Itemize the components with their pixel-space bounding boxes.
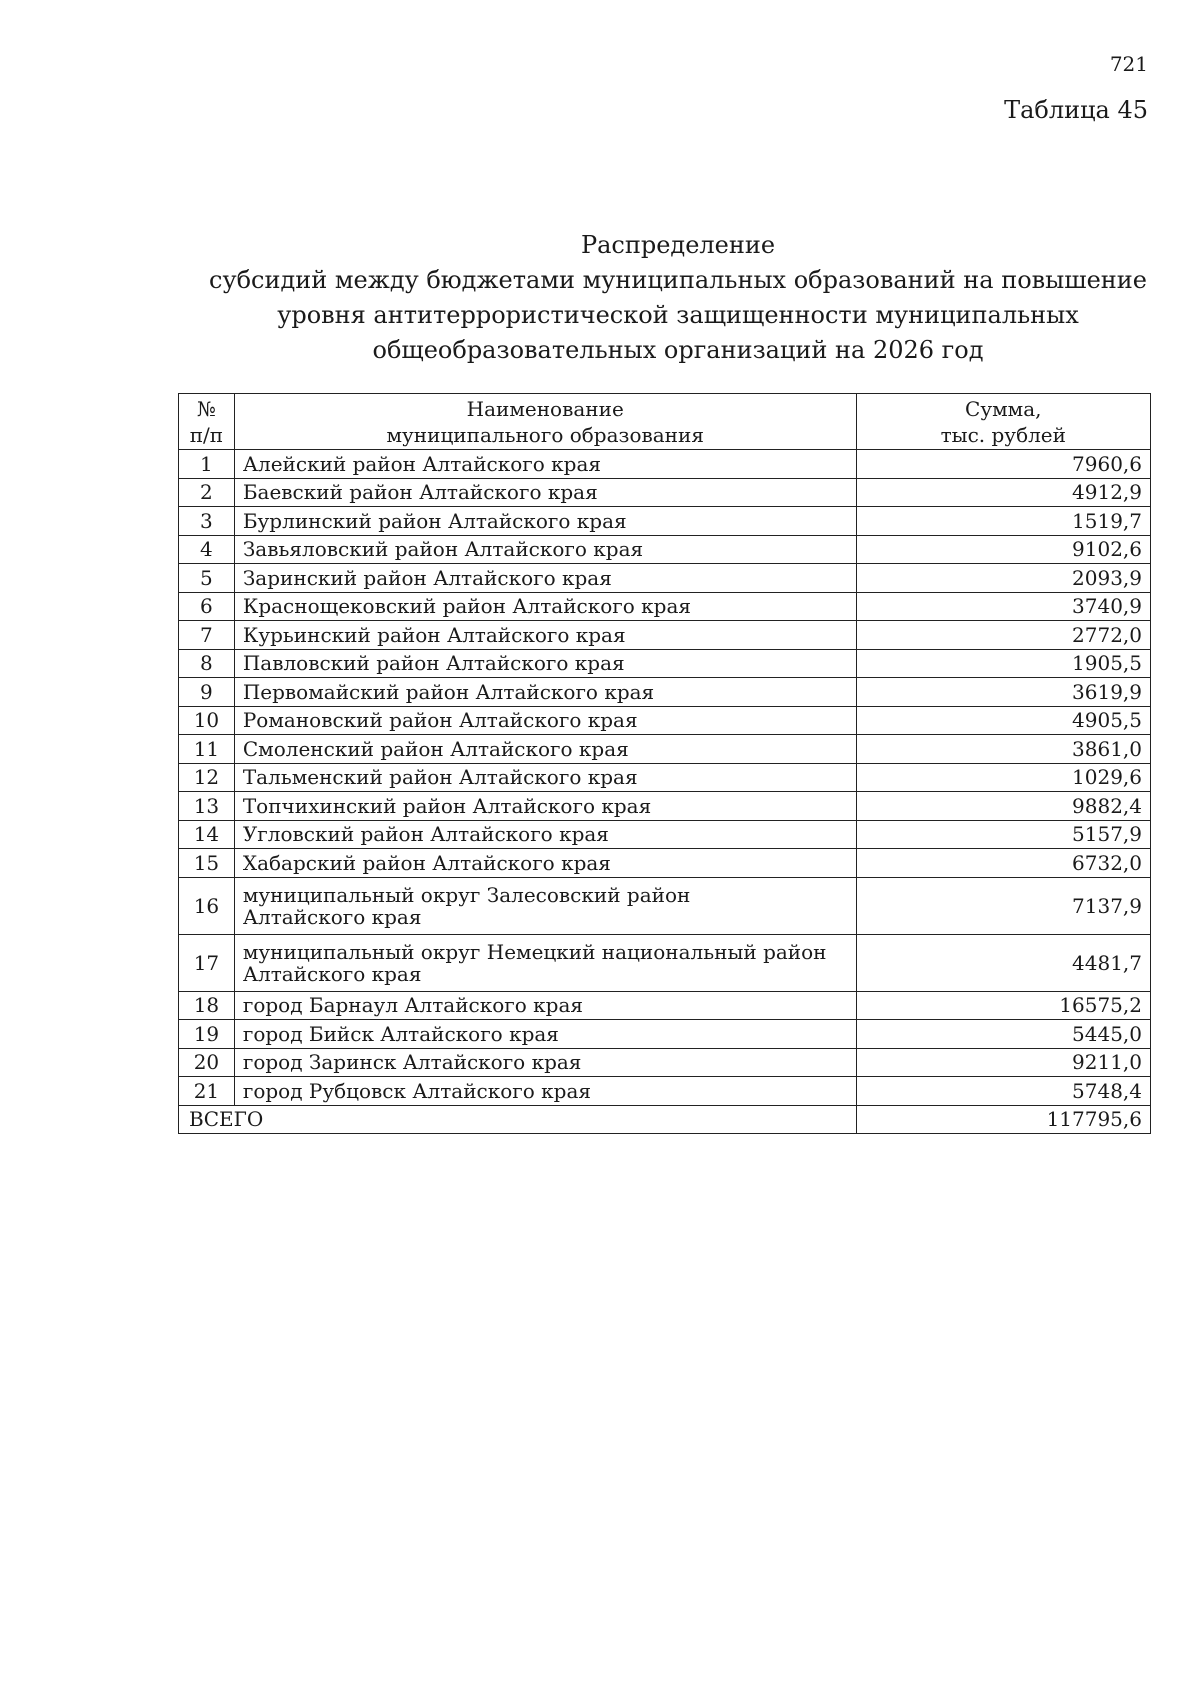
row-name: Топчихинский район Алтайского края [234, 792, 856, 821]
row-name: город Заринск Алтайского края [234, 1048, 856, 1077]
table-row [179, 507, 1151, 536]
row-num: 2 [179, 478, 235, 507]
row-name: Заринский район Алтайского края [234, 564, 856, 593]
row-sum: 1905,5 [856, 649, 1150, 678]
total-label: ВСЕГО [179, 1105, 857, 1134]
table-row [179, 621, 1151, 650]
row-num: 3 [179, 507, 235, 536]
row-num: 7 [179, 621, 235, 650]
row-num: 14 [179, 820, 235, 849]
row-sum: 3619,9 [856, 678, 1150, 707]
row-name: Угловский район Алтайского края [234, 820, 856, 849]
row-num: 10 [179, 706, 235, 735]
row-name-line1: муниципальный округ Немецкий национальный район [242, 939, 827, 964]
row-name: Курьинский район Алтайского края [234, 621, 856, 650]
document-title [178, 228, 1178, 368]
row-sum: 9102,6 [856, 535, 1150, 564]
header-name-line2: муниципального образования [386, 422, 704, 447]
row-name: Тальменский район Алтайского края [234, 763, 856, 792]
title-line: уровня антитеррористической защищенности муниципальных [277, 301, 1079, 329]
row-sum: 3861,0 [856, 735, 1150, 764]
row-num: 1 [179, 450, 235, 479]
header-sum [856, 394, 1150, 450]
row-num: 18 [179, 991, 235, 1020]
row-num: 13 [179, 792, 235, 821]
row-name: город Барнаул Алтайского края [234, 991, 856, 1020]
row-name-line1: муниципальный округ Залесовский район [242, 882, 691, 907]
row-sum: 4912,9 [856, 478, 1150, 507]
row-sum: 1029,6 [856, 763, 1150, 792]
row-sum: 1519,7 [856, 507, 1150, 536]
table-row [179, 877, 1151, 934]
row-sum: 6732,0 [856, 849, 1150, 878]
row-name: Краснощековский район Алтайского края [234, 592, 856, 621]
row-name-line2: Алтайского края [242, 904, 422, 929]
table-row [179, 706, 1151, 735]
row-name [234, 877, 856, 934]
table-row [179, 1048, 1151, 1077]
table-row [179, 592, 1151, 621]
header-num-line2: п/п [189, 422, 224, 447]
header-name [234, 394, 856, 450]
row-sum: 2093,9 [856, 564, 1150, 593]
table-row [179, 1077, 1151, 1106]
row-sum: 3740,9 [856, 592, 1150, 621]
table-row [179, 478, 1151, 507]
row-sum: 7137,9 [856, 877, 1150, 934]
row-sum: 5748,4 [856, 1077, 1150, 1106]
row-sum: 7960,6 [856, 450, 1150, 479]
table-row [179, 934, 1151, 991]
row-name: Алейский район Алтайского края [234, 450, 856, 479]
table-header-row [179, 394, 1151, 450]
table-row [179, 649, 1151, 678]
table-row [179, 564, 1151, 593]
table-row [179, 735, 1151, 764]
total-row [179, 1105, 1151, 1134]
table-label: Таблица 45 [1004, 96, 1148, 124]
row-name: Хабарский район Алтайского края [234, 849, 856, 878]
row-sum: 2772,0 [856, 621, 1150, 650]
row-name-line2: Алтайского края [242, 961, 422, 986]
header-num-line1: № [196, 396, 216, 421]
row-name: Романовский район Алтайского края [234, 706, 856, 735]
row-sum: 5445,0 [856, 1020, 1150, 1049]
table-row [179, 678, 1151, 707]
row-num: 12 [179, 763, 235, 792]
row-name: город Рубцовск Алтайского края [234, 1077, 856, 1106]
row-num: 21 [179, 1077, 235, 1106]
row-name: Баевский район Алтайского края [234, 478, 856, 507]
row-name: Смоленский район Алтайского края [234, 735, 856, 764]
table-row [179, 450, 1151, 479]
row-name: Завьяловский район Алтайского края [234, 535, 856, 564]
row-name: Бурлинский район Алтайского края [234, 507, 856, 536]
table-row [179, 1020, 1151, 1049]
header-sum-line1: Сумма, [965, 396, 1042, 421]
row-num: 5 [179, 564, 235, 593]
row-num: 6 [179, 592, 235, 621]
table-row [179, 792, 1151, 821]
row-num: 11 [179, 735, 235, 764]
row-name [234, 934, 856, 991]
table-row [179, 535, 1151, 564]
row-num: 20 [179, 1048, 235, 1077]
row-sum: 16575,2 [856, 991, 1150, 1020]
table-row [179, 849, 1151, 878]
row-num: 17 [179, 934, 235, 991]
page-number: 721 [1109, 52, 1148, 76]
table-row [179, 820, 1151, 849]
row-num: 15 [179, 849, 235, 878]
row-name: Павловский район Алтайского края [234, 649, 856, 678]
title-line: Распределение [580, 231, 776, 259]
table-row [179, 991, 1151, 1020]
total-sum: 117795,6 [856, 1105, 1150, 1134]
header-sum-line2: тыс. рублей [940, 422, 1066, 447]
row-sum: 9211,0 [856, 1048, 1150, 1077]
row-sum: 9882,4 [856, 792, 1150, 821]
header-num [179, 394, 235, 450]
header-name-line1: Наименование [466, 396, 624, 421]
title-line: субсидий между бюджетами муниципальных образований на повышение [209, 266, 1147, 294]
distribution-table [178, 393, 1151, 1134]
row-num: 8 [179, 649, 235, 678]
row-num: 9 [179, 678, 235, 707]
row-num: 19 [179, 1020, 235, 1049]
row-num: 4 [179, 535, 235, 564]
table-row [179, 763, 1151, 792]
row-sum: 5157,9 [856, 820, 1150, 849]
row-name: Первомайский район Алтайского края [234, 678, 856, 707]
row-num: 16 [179, 877, 235, 934]
title-line: общеобразовательных организаций на 2026 год [372, 336, 984, 364]
row-sum: 4481,7 [856, 934, 1150, 991]
row-name: город Бийск Алтайского края [234, 1020, 856, 1049]
row-sum: 4905,5 [856, 706, 1150, 735]
